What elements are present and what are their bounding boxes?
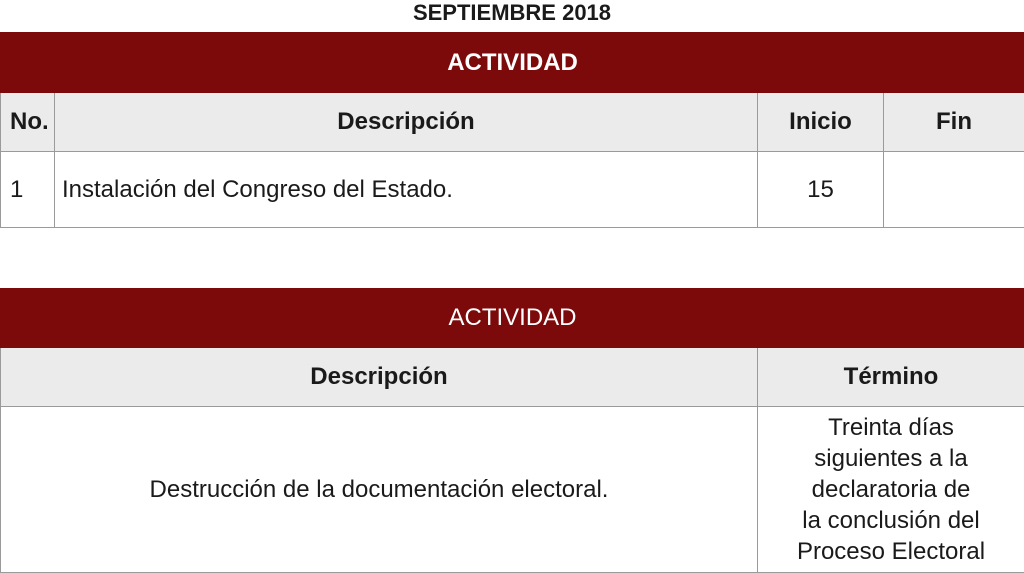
table-header-row: [1, 348, 1024, 407]
table-band-row: [1, 33, 1024, 93]
cell-descripcion: Destrucción de la documentación electoral.: [1, 407, 758, 573]
table-band-row: [1, 289, 1024, 348]
activity-table-deadline: [0, 288, 1024, 573]
termino-line: declaratoria de: [764, 474, 1018, 505]
cell-termino: [758, 407, 1024, 573]
column-header-descripcion: Descripción: [55, 93, 758, 152]
column-header-fin: Fin: [884, 93, 1024, 152]
cell-inicio: 15: [758, 152, 884, 228]
activity-table-start-end: [0, 32, 1024, 228]
table-band-label: ACTIVIDAD: [1, 289, 1024, 348]
column-header-inicio: Inicio: [758, 93, 884, 152]
cell-descripcion: Instalación del Congreso del Estado.: [55, 152, 758, 228]
cell-no: 1: [1, 152, 55, 228]
table-band-label: ACTIVIDAD: [1, 33, 1024, 93]
termino-line: la conclusión del: [764, 505, 1018, 536]
termino-line: Treinta días: [764, 412, 1018, 443]
table-header-row: [1, 93, 1024, 152]
table-row: [1, 407, 1024, 573]
column-header-no: No.: [1, 93, 55, 152]
table-row: [1, 152, 1024, 228]
column-header-termino: Término: [758, 348, 1024, 407]
column-header-descripcion: Descripción: [1, 348, 758, 407]
termino-line: siguientes a la: [764, 443, 1018, 474]
termino-line: Proceso Electoral: [764, 536, 1018, 567]
cell-fin: [884, 152, 1024, 228]
page-title: SEPTIEMBRE 2018: [0, 0, 1024, 28]
